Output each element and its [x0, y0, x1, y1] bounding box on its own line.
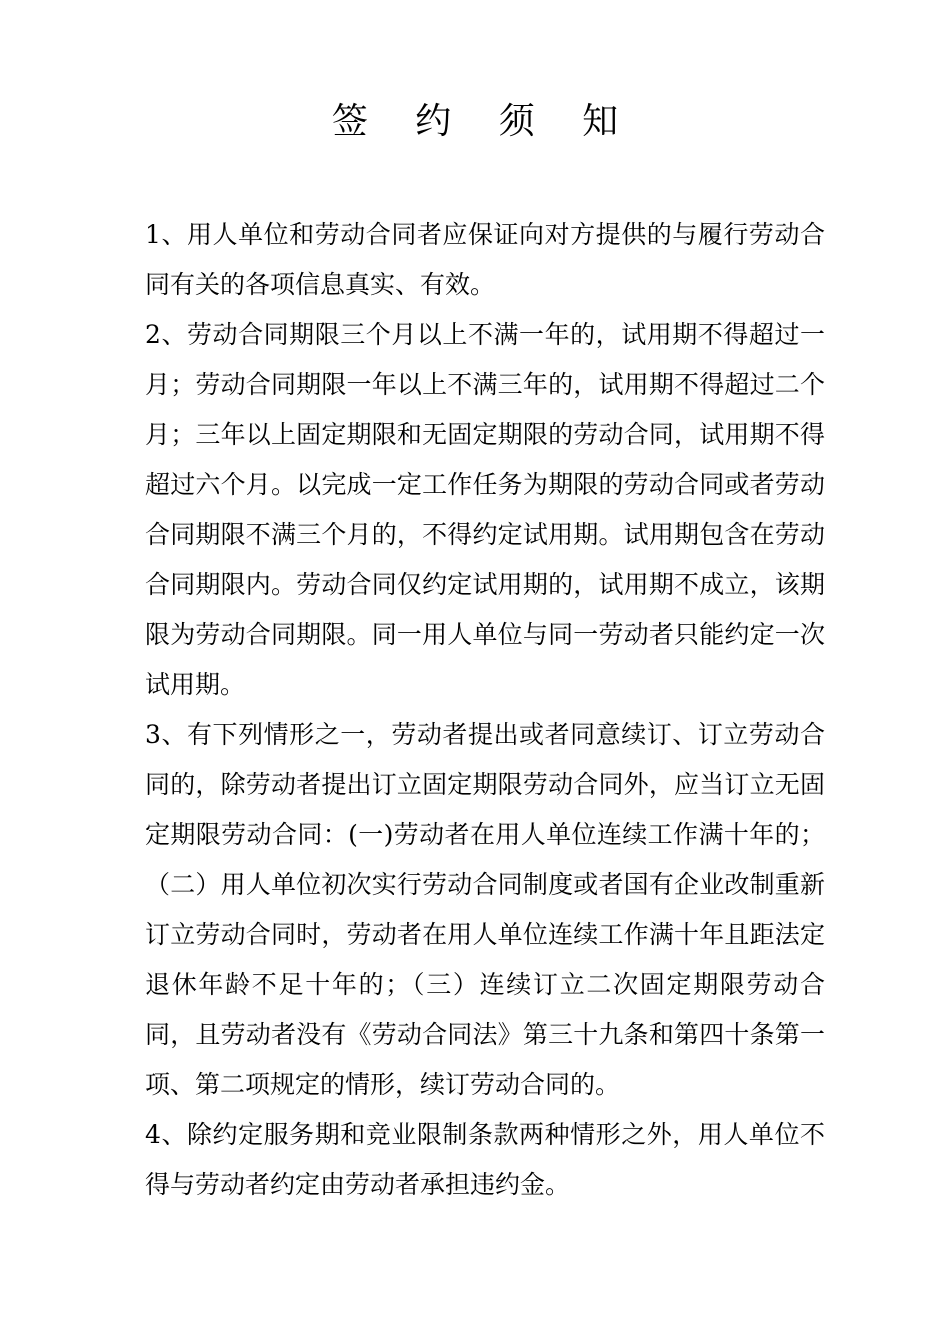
paragraph-1: 1、用人单位和劳动合同者应保证向对方提供的与履行劳动合同有关的各项信息真实、有效。 [145, 220, 825, 299]
paragraph-2: 2、劳动合同期限三个月以上不满一年的，试用期不得超过一月；劳动合同期限一年以上不满三年的，试用期不得超过二个月；三年以上固定期限和无固定期限的劳动合同，试用期不得超过六个月。以完成一定工作任务为期限的劳动合同或者劳动合同期限不满三个月的，不得约定试用期。试用期包含在劳动合同期限内。劳动合同仅约定试用期的，试用期不成立，该期限为劳动合同期限。同一用人单位与同一劳动者只能约定一次试用期。 [145, 320, 825, 699]
page-title: 签 约 须 知 [331, 101, 637, 142]
paragraph-3: 3、有下列情形之一，劳动者提出或者同意续订、订立劳动合同的，除劳动者提出订立固定期限劳动合同外，应当订立无固定期限劳动合同：(一)劳动者在用人单位连续工作满十年的；（二）用人单位初次实行劳动合同制度或者国有企业改制重新订立劳动合同时，劳动者在用人单位连续工作满十年且距法定退休年龄不足十年的；（三）连续订立二次固定期限劳动合同，且劳动者没有《劳动合同法》第三十九条和第四十条第一项、第二项规定的情形，续订劳动合同的。 [145, 720, 825, 1099]
paragraph-4: 4、除约定服务期和竞业限制条款两种情形之外，用人单位不得与劳动者约定由劳动者承担违约金。 [145, 1120, 825, 1199]
document-body [145, 210, 825, 1210]
